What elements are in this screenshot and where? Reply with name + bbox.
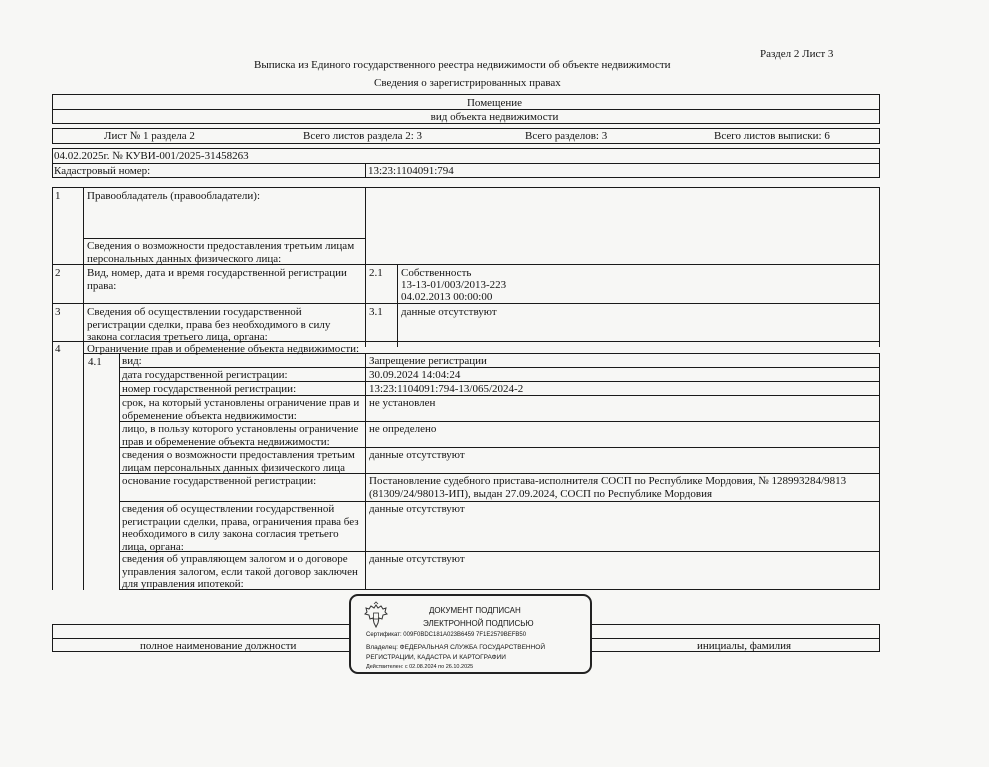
row-2-number: 2 — [55, 267, 61, 279]
initials-label: инициалы, фамилия — [697, 640, 792, 652]
stamp-validity: Действителен: с 02.08.2024 по 26.10.2025 — [366, 664, 474, 670]
document-subtitle: Сведения о зарегистрированных правах — [374, 77, 561, 89]
row-2-subnumber: 2.1 — [369, 267, 383, 279]
right-type: Собственность — [401, 267, 472, 279]
sheet-number: Лист № 1 раздела 2 — [104, 130, 195, 142]
page-marker: Раздел 2 Лист 3 — [760, 48, 834, 60]
encumbrance-label-type: вид: — [122, 355, 142, 367]
position-label: полное наименование должности — [140, 640, 297, 652]
stamp-line-2: ЭЛЕКТРОННОЙ ПОДПИСЬЮ — [423, 619, 534, 628]
cadastral-number: 13:23:1104091:794 — [368, 165, 454, 177]
encumbrance-label-consent: сведения об осуществлении государственной регистрации сделки, права, ограничения права без необходимого в силу закона согласия третьего лица, органа: — [122, 503, 359, 553]
encumbrance-value-type: Запрещение регистрации — [369, 355, 487, 367]
double-headed-eagle-emblem-icon — [361, 601, 391, 631]
encumbrance-label-beneficiary: лицо, в пользу которого установлены ограничение прав и обременение объекта недвижимости: — [122, 423, 359, 448]
row-4-label: Ограничение прав и обременение объекта недвижимости: — [87, 343, 360, 355]
total-sections: Всего разделов: 3 — [525, 130, 608, 142]
row-3-number: 3 — [55, 306, 61, 318]
row-3-label: Сведения об осуществлении государственной регистрации сделки, права без необходимого в силу закона согласия третьего лица, органа: — [87, 306, 331, 344]
row-3-subnumber: 3.1 — [369, 306, 383, 318]
row-1-number: 1 — [55, 190, 61, 202]
encumbrance-value-number: 13:23:1104091:794-13/065/2024-2 — [369, 383, 524, 395]
document-title: Выписка из Единого государственного реестра недвижимости об объекте недвижимости — [254, 59, 671, 71]
row-1-sublabel: Сведения о возможности предоставления третьим лицам персональных данных физического лица: — [87, 240, 355, 265]
object-name: Помещение — [466, 97, 523, 109]
encumbrance-label-number: номер государственной регистрации: — [122, 383, 297, 395]
row-2-label: Вид, номер, дата и время государственной регистрации права: — [87, 267, 347, 292]
encumbrance-value-basis: Постановление судебного пристава-исполнителя СОСП по Республике Мордовия, № 128993284/9813 (81309/24/98013-ИП), выдан 27.09.2024, СОСП по Республике Мордовия — [369, 475, 847, 500]
total-sheets-section: Всего листов раздела 2: 3 — [303, 130, 423, 142]
encumbrance-label-term: срок, на который установлены ограничение прав и обременение объекта недвижимости: — [122, 397, 360, 422]
row-3-value: данные отсутствуют — [401, 306, 497, 318]
right-registration-number: 13-13-01/003/2013-223 — [401, 279, 507, 291]
cadastral-label: Кадастровый номер: — [54, 165, 151, 177]
doc-number: 04.02.2025г. № КУВИ-001/2025-31458263 — [54, 150, 249, 162]
right-registration-date: 04.02.2013 00:00:00 — [401, 291, 493, 303]
encumbrance-value-date: 30.09.2024 14:04:24 — [369, 369, 461, 381]
encumbrance-label-pledge-manager: сведения об управляющем залогом и о договоре управления залогом, если такой договор заключен для управления ипотекой: — [122, 553, 358, 591]
stamp-line-1: ДОКУМЕНТ ПОДПИСАН — [429, 606, 521, 615]
encumbrance-value-personal-data: данные отсутствуют — [369, 449, 465, 461]
object-type-label: вид объекта недвижимости — [430, 111, 559, 123]
stamp-owner-line-1: Владелец: ФЕДЕРАЛЬНАЯ СЛУЖБА ГОСУДАРСТВЕННОЙ — [366, 644, 546, 651]
total-sheets-extract: Всего листов выписки: 6 — [714, 130, 830, 142]
encumbrance-value-pledge-manager: данные отсутствуют — [369, 553, 465, 565]
row-4-number: 4 — [55, 343, 61, 355]
encumbrance-label-personal-data: сведения о возможности предоставления третьим лицам персональных данных физического лица — [122, 449, 355, 474]
row-1-label: Правообладатель (правообладатели): — [87, 190, 261, 202]
encumbrance-value-term: не установлен — [369, 397, 436, 409]
encumbrance-label-date: дата государственной регистрации: — [122, 369, 288, 381]
row-4-subnumber: 4.1 — [88, 356, 102, 368]
electronic-signature-stamp — [349, 594, 592, 674]
stamp-owner-line-2: РЕГИСТРАЦИИ, КАДАСТРА И КАРТОГРАФИИ — [366, 654, 506, 661]
encumbrance-label-basis: основание государственной регистрации: — [122, 475, 317, 487]
encumbrance-value-beneficiary: не определено — [369, 423, 437, 435]
encumbrance-value-consent: данные отсутствуют — [369, 503, 465, 515]
stamp-certificate: Сертификат: 009F0BDC181A023B6459 7F1E2579BEFB50 — [366, 632, 527, 638]
